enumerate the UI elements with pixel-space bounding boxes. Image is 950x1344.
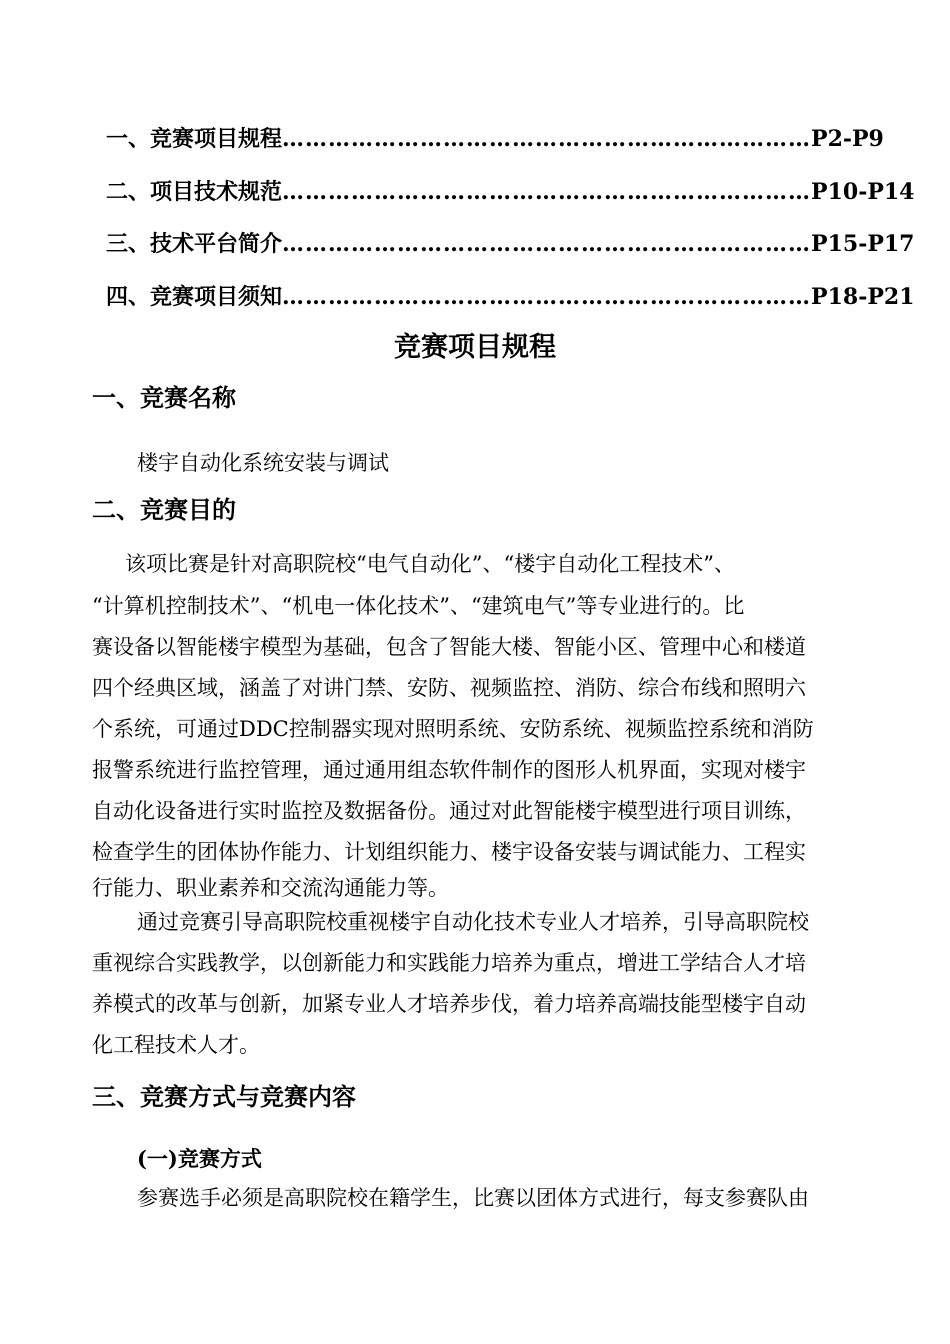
toc-number: 一、: [106, 126, 151, 152]
paragraph-line: 化工程技术人才。: [92, 1033, 260, 1057]
section-heading: 三、竞赛方式与竞赛内容: [92, 1082, 356, 1111]
paragraph-line: 行能力、职业素养和交流沟通能力等。: [92, 876, 449, 900]
paragraph-line: 四个经典区域，涵盖了对讲门禁、安防、视频监控、消防、综合布线和照明六: [92, 676, 806, 700]
paragraph-line: 赛设备以智能楼宇模型为基础，包含了智能大楼、智能小区、管理中心和楼道: [92, 635, 806, 659]
paragraph-line: “计算机控制技术”、“机电一体化技术”、“建筑电气”等专业进行的。比: [92, 594, 745, 618]
subsection-heading: (一)竞赛方式: [137, 1146, 262, 1171]
toc-pages: P18-P21: [811, 284, 915, 310]
toc-entry[interactable]: [106, 282, 915, 312]
toc-leader: ……………………………………………………………: [282, 284, 812, 310]
toc-pages: P2-P9: [811, 126, 884, 152]
paragraph-line: 自动化设备进行实时监控及数据备份。通过对此智能楼宇模型进行项目训练，: [92, 799, 806, 823]
paragraph-line: 参赛选手必须是高职院校在籍学生，比赛以团体方式进行，每支参赛队由: [137, 1186, 809, 1210]
paragraph-line: 报警系统进行监控管理，通过通用组态软件制作的图形人机界面，实现对楼宇: [92, 758, 806, 782]
toc-number: 三、: [106, 231, 151, 257]
toc-number: 四、: [106, 284, 151, 310]
paragraph-line: 该项比赛是针对高职院校“电气自动化”、“楼宇自动化工程技术”、: [125, 552, 735, 576]
paragraph-line: 个系统，可通过DDC控制器实现对照明系统、安防系统、视频监控系统和消防: [92, 717, 814, 741]
toc-pages: P10-P14: [811, 179, 915, 205]
paragraph-line: 楼宇自动化系统安装与调试: [137, 451, 389, 475]
toc-title: 竞赛项目须知: [150, 284, 283, 310]
toc-entry[interactable]: [106, 229, 915, 259]
section-heading: 二、竞赛目的: [92, 495, 236, 524]
paragraph-line: 重视综合实践教学，以创新能力和实践能力培养为重点，增进工学结合人才培: [92, 951, 806, 975]
document-title: 竞赛项目规程: [394, 332, 556, 363]
toc-title: 项目技术规范: [150, 179, 283, 205]
paragraph-line: 通过竞赛引导高职院校重视楼宇自动化技术专业人才培养，引导高职院校: [137, 910, 809, 934]
toc-leader: ……………………………………………………………: [282, 126, 812, 152]
toc-number: 二、: [106, 179, 151, 205]
toc-title: 竞赛项目规程: [150, 126, 283, 152]
paragraph-line: 养模式的改革与创新，加紧专业人才培养步伐，着力培养高端技能型楼宇自动: [92, 992, 806, 1016]
paragraph-line: 检查学生的团体协作能力、计划组织能力、楼宇设备安装与调试能力、工程实: [92, 840, 806, 864]
section-heading: 一、竞赛名称: [92, 383, 236, 412]
toc-entry[interactable]: [106, 177, 915, 207]
toc-pages: P15-P17: [811, 231, 915, 257]
toc-entry[interactable]: [106, 124, 884, 154]
toc-leader: ……………………………………………………………: [282, 179, 812, 205]
toc-title: 技术平台简介: [150, 231, 283, 257]
toc-leader: ……………………………………………………………: [282, 231, 812, 257]
